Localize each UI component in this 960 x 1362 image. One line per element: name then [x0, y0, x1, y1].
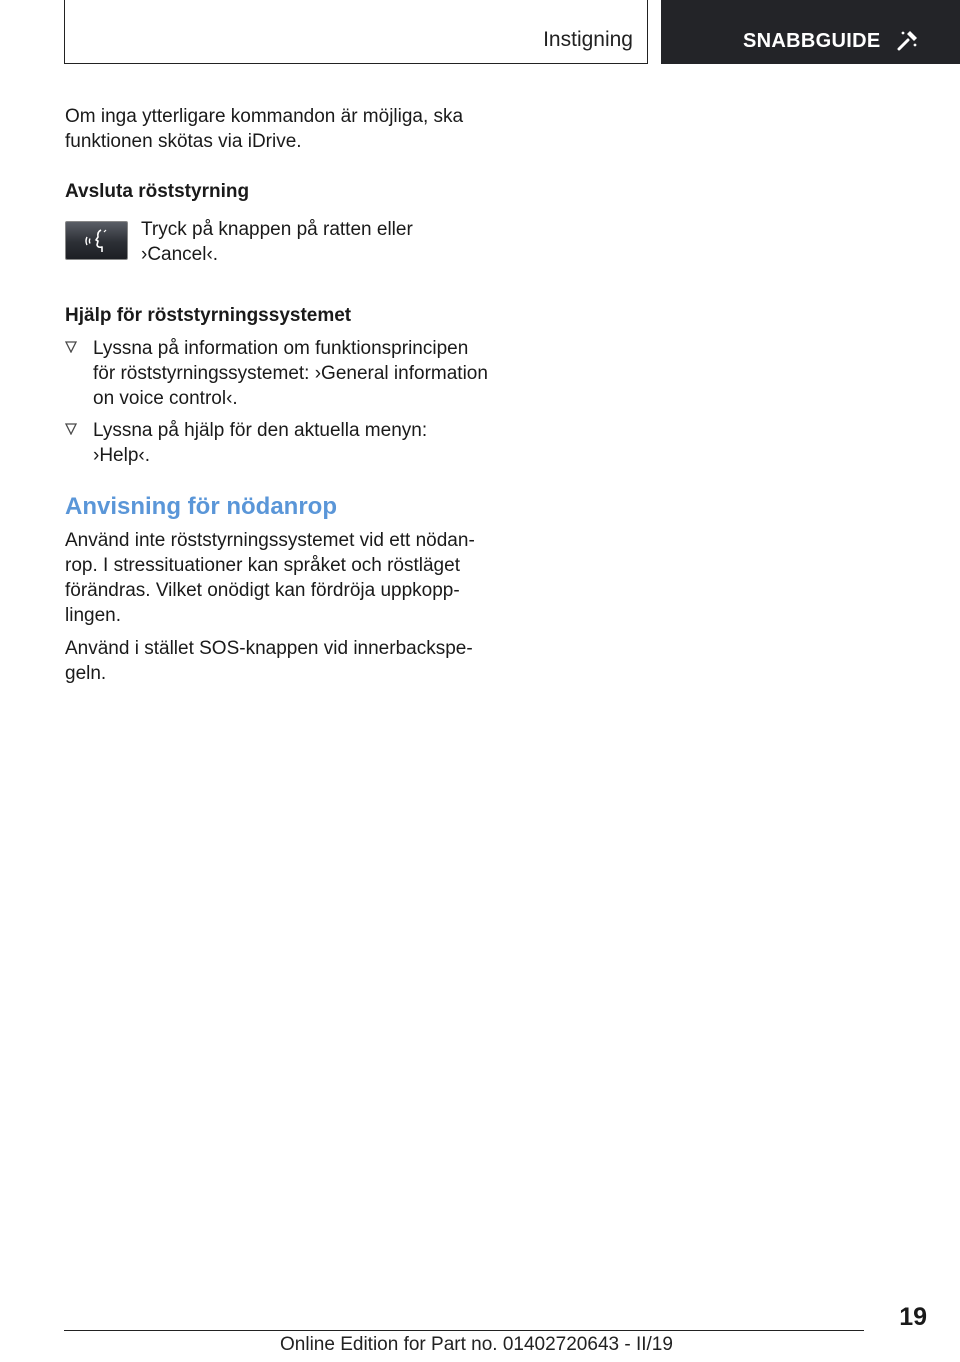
edition-footer: Online Edition for Part no. 01402720643 - II/19 [280, 1334, 673, 1355]
header-frame [64, 0, 648, 64]
emergency-paragraph-1: Använd inte röststyrningssystemet vid ett nödanrop. I stressituationer kan språket och röstläget förändras. Vilket onödigt kan fördröja uppkopplingen. [65, 530, 475, 626]
wrench-icon [897, 29, 919, 51]
emergency-heading: Anvisning för nödanrop [65, 493, 337, 520]
page-number: 19 [899, 1303, 927, 1331]
help-heading: Hjälp för röststyrningssystemet [65, 305, 352, 326]
list-item-text: Lyssna på information om funktionsprincipen för röststyrningssystemet: ›General information on voice control‹. [93, 338, 488, 409]
intro-paragraph: Om inga ytterligare kommandon är möjliga, ska funktionen skötas via iDrive. [65, 106, 464, 152]
tab-label: SNABBGUIDE [743, 30, 881, 52]
emergency-paragraph-2: Använd i stället SOS-knappen vid innerbackspegeln. [65, 638, 473, 684]
section-title: Instigning [543, 28, 633, 51]
voice-control-button-icon [65, 221, 128, 260]
list-item-text: Lyssna på hjälp för den aktuella menyn: ›Help‹. [93, 420, 428, 466]
footer-divider [64, 1330, 864, 1331]
end-voice-text: Tryck på knappen på ratten eller ›Cancel‹. [141, 219, 413, 265]
triangle-bullet-icon [65, 423, 77, 435]
triangle-bullet-icon [65, 341, 77, 353]
quick-guide-tab[interactable] [661, 0, 960, 64]
end-voice-heading: Avsluta röststyrning [65, 181, 250, 202]
